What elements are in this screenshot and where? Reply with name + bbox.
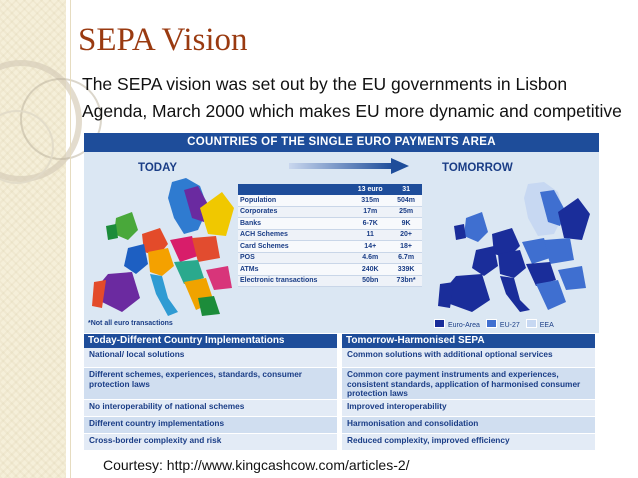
stat-value: 315m (350, 195, 390, 206)
slide-subtitle (82, 71, 634, 125)
statistics-table (238, 184, 422, 287)
decorative-divider (70, 0, 71, 478)
europe-map-today (88, 178, 236, 320)
table-row (238, 195, 422, 206)
stat-value: 18+ (390, 241, 422, 253)
list-item: No interoperability of national schemes (84, 400, 337, 417)
stat-value: 240K (350, 264, 390, 276)
list-item: Improved interoperability (342, 400, 595, 417)
list-item: Reduced complexity, improved efficiency (342, 434, 595, 451)
courtesy-note: Courtesy: http://www.kingcashcow.com/articles-2/ (103, 457, 410, 473)
sepa-figure (84, 133, 599, 451)
stat-value: 4.6m (350, 252, 390, 264)
today-column-header: Today-Different Country Implementations (84, 334, 337, 348)
map-legend (434, 319, 554, 329)
stat-value: 11 (350, 229, 390, 241)
stat-label: POS (238, 252, 350, 264)
map-panel (84, 152, 599, 333)
stat-label: ACH Schemes (238, 229, 350, 241)
figure-header: COUNTRIES OF THE SINGLE EURO PAYMENTS AREA (84, 133, 599, 152)
list-item: Common solutions with additional optional services (342, 348, 595, 368)
stat-value: 25m (390, 206, 422, 218)
subtitle-line: The SEPA vision was set out by the EU governments in Lisbon (82, 74, 568, 94)
stat-label: Banks (238, 218, 350, 230)
table-row (238, 229, 422, 241)
legend-label: EU-27 (499, 322, 520, 329)
stat-label: Card Schemes (238, 241, 350, 253)
list-item: Harmonisation and consolidation (342, 417, 595, 434)
stats-header-blank (238, 184, 350, 195)
legend-item (486, 319, 520, 329)
legend-item (434, 319, 480, 329)
stat-value: 504m (390, 195, 422, 206)
stat-value: 6.7m (390, 252, 422, 264)
legend-label: EEA (539, 322, 554, 329)
table-row (238, 264, 422, 276)
tomorrow-column-header: Tomorrow-Harmonised SEPA (342, 334, 595, 348)
table-row (238, 275, 422, 287)
today-column (84, 334, 337, 451)
table-row (238, 241, 422, 253)
stat-value: 20+ (390, 229, 422, 241)
stat-value: 50bn (350, 275, 390, 287)
stat-label: ATMs (238, 264, 350, 276)
stats-header-euro13: 13 euro (350, 184, 390, 195)
stat-value: 14+ (350, 241, 390, 253)
table-row (238, 252, 422, 264)
legend-swatch (434, 319, 445, 328)
today-label: TODAY (138, 162, 177, 174)
tomorrow-column (342, 334, 595, 451)
list-item: Different schemes, experiences, standards, consumer protection laws (84, 368, 337, 400)
stat-value: 73bn* (390, 275, 422, 287)
stat-value: 339K (390, 264, 422, 276)
footnote: *Not all euro transactions (88, 320, 173, 327)
legend-item (526, 319, 554, 329)
stat-label: Corporates (238, 206, 350, 218)
stat-label: Electronic transactions (238, 275, 350, 287)
stats-header-31: 31 (390, 184, 422, 195)
tomorrow-label: TOMORROW (442, 162, 513, 174)
table-row (238, 218, 422, 230)
legend-swatch (486, 319, 497, 328)
list-item: National/ local solutions (84, 348, 337, 368)
arrow-right-icon (289, 158, 409, 174)
subtitle-line: Agenda, March 2000 which makes EU more dynamic and competitive (82, 101, 622, 121)
stat-value: 17m (350, 206, 390, 218)
comparison-table (84, 334, 599, 451)
list-item: Different country implementations (84, 417, 337, 434)
table-row (238, 206, 422, 218)
legend-swatch (526, 319, 537, 328)
stat-label: Population (238, 195, 350, 206)
stat-value: 9K (390, 218, 422, 230)
stat-value: 6-7K (350, 218, 390, 230)
list-item: Common core payment instruments and experiences, consistent standards, application of harmonised consumer protection laws (342, 368, 595, 400)
europe-map-tomorrow (432, 182, 592, 312)
legend-label: Euro-Area (448, 322, 480, 329)
list-item: Cross-border complexity and risk (84, 434, 337, 451)
slide-title: SEPA Vision (78, 22, 248, 58)
